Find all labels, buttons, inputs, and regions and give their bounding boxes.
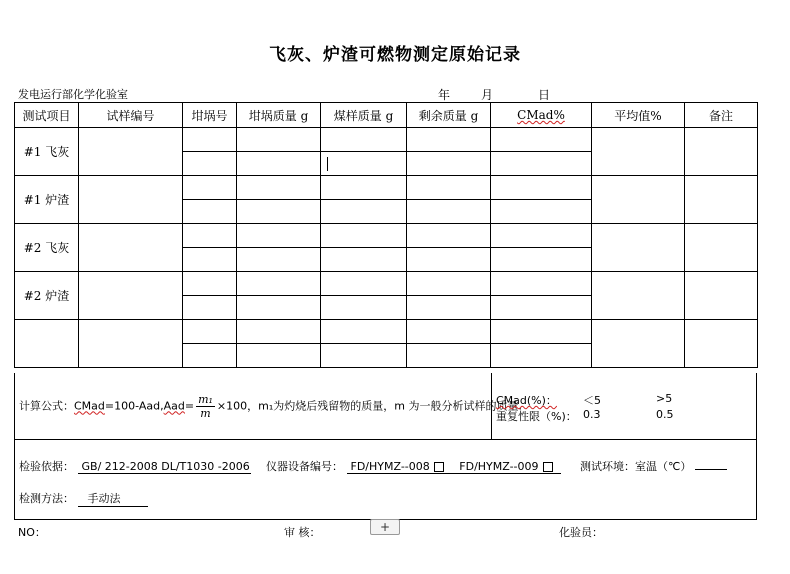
limits-repeat-high: 0.5 [656,408,674,421]
footer-no: NO： [18,526,46,539]
remarks-cell[interactable] [685,176,758,224]
crucible-no-cell[interactable] [183,128,237,152]
page-title: 飞灰、炉渣可燃物测定原始记录 [269,45,521,65]
env-label: 测试环境：室温（℃） [580,460,692,473]
sample-no-cell[interactable] [79,320,183,368]
coal-mass-cell[interactable] [321,152,407,176]
limits-row-cmad [496,392,673,408]
residual-mass-cell[interactable] [407,248,491,272]
coal-mass-cell[interactable] [321,320,407,344]
method-label: 检测方法： [19,492,74,505]
table-row [15,128,758,152]
method-value[interactable]: 手动法 [78,490,148,507]
average-cell[interactable] [592,320,685,368]
day-label: 日 [538,88,551,102]
crucible-mass-cell[interactable] [237,320,321,344]
coal-mass-cell[interactable] [321,224,407,248]
cmad-cell[interactable] [491,344,592,368]
coal-mass-cell[interactable] [321,176,407,200]
equip-label: 仪器设备编号： [266,460,343,473]
crucible-mass-cell[interactable] [237,176,321,200]
sample-no-cell[interactable] [79,176,183,224]
header-coal-mass: 煤样质量 g [321,103,407,128]
table-row [15,272,758,296]
month-label: 月 [481,88,494,102]
limits-cmad-label: CMad(%)： [496,394,557,407]
coal-mass-cell[interactable] [321,272,407,296]
table-header-row [15,103,758,128]
residual-mass-cell[interactable] [407,128,491,152]
sample-no-cell[interactable] [79,224,183,272]
residual-mass-cell[interactable] [407,176,491,200]
limits-panel [491,373,757,439]
table-row [15,176,758,200]
header-sample-no: 试样编号 [79,103,183,128]
remarks-cell[interactable] [685,224,758,272]
crucible-no-cell[interactable] [183,320,237,344]
env-value-field[interactable] [695,458,727,470]
remarks-cell[interactable] [685,128,758,176]
formula [19,393,522,420]
formula-row [15,373,756,440]
table-row [15,320,758,344]
basis-row [19,458,727,474]
formula-cmad: CMad [74,399,105,413]
crucible-mass-cell[interactable] [237,248,321,272]
formula-prefix: 计算公式： [19,399,74,413]
sample-no-cell[interactable] [79,272,183,320]
fraction-numerator: m₁ [198,393,213,406]
year-label: 年 [438,88,451,102]
cmad-cell[interactable] [491,248,592,272]
method-row [19,490,148,507]
info-box [14,373,757,520]
crucible-no-cell[interactable] [183,344,237,368]
lab-name: 发电运行部化学化验室 [18,88,128,101]
cmad-cell[interactable] [491,320,592,344]
residual-mass-cell[interactable] [407,200,491,224]
header-test-item: 测试项目 [15,103,79,128]
header-crucible-no: 坩埚号 [183,103,237,128]
limits-row-repeatability [496,408,674,424]
sample-no-cell[interactable] [79,128,183,176]
header-average: 平均值% [592,103,685,128]
coal-mass-cell[interactable] [321,200,407,224]
average-cell[interactable] [592,224,685,272]
crucible-mass-cell[interactable] [237,224,321,248]
group-label: #1 飞灰 [15,128,79,176]
formula-suffix: ×100，m₁为灼烧后残留物的质量，m 为一般分析试样的质量. [216,399,522,413]
residual-mass-cell[interactable] [407,224,491,248]
residual-mass-cell[interactable] [407,152,491,176]
add-button[interactable]: + [370,519,400,535]
footer-tester: 化验员： [559,526,603,539]
cmad-cell[interactable] [491,224,592,248]
residual-mass-cell[interactable] [407,272,491,296]
crucible-mass-cell[interactable] [237,296,321,320]
residual-mass-cell[interactable] [407,344,491,368]
group-label[interactable] [15,320,79,368]
text-cursor [327,157,328,171]
limits-cmad-high: >5 [656,392,673,405]
table-row [15,224,758,248]
formula-aad: Aad [163,399,185,413]
equip-1: FD/HYMZ--008 [350,460,430,473]
crucible-mass-cell[interactable] [237,344,321,368]
cmad-cell[interactable] [491,128,592,152]
header-crucible-mass: 坩埚质量 g [237,103,321,128]
header-remarks: 备注 [685,103,758,128]
cmad-cell[interactable] [491,152,592,176]
limits-cmad-low: ＜5 [583,394,601,407]
coal-mass-cell[interactable] [321,296,407,320]
crucible-mass-cell[interactable] [237,128,321,152]
basis-label: 检验依据： [19,460,74,473]
cmad-cell[interactable] [491,176,592,200]
cmad-cell[interactable] [491,200,592,224]
residual-mass-cell[interactable] [407,296,491,320]
crucible-mass-cell[interactable] [237,152,321,176]
record-table [14,102,758,368]
crucible-no-cell[interactable] [183,248,237,272]
header-residual-mass: 剩余质量 g [407,103,491,128]
remarks-cell[interactable] [685,272,758,320]
formula-eq2: = [184,399,195,413]
fraction-denominator: m [200,407,211,420]
average-cell[interactable] [592,128,685,176]
coal-mass-cell[interactable] [321,344,407,368]
formula-eq-part: =100-Aad, [104,399,164,413]
coal-mass-cell[interactable] [321,248,407,272]
cmad-cell[interactable] [491,272,592,296]
crucible-mass-cell[interactable] [237,200,321,224]
crucible-no-cell[interactable] [183,152,237,176]
limits-repeat-label: 重复性限（%)： [496,410,577,423]
remarks-cell[interactable] [685,320,758,368]
average-cell[interactable] [592,272,685,320]
cmad-cell[interactable] [491,296,592,320]
crucible-no-cell[interactable] [183,176,237,200]
crucible-no-cell[interactable] [183,296,237,320]
limits-repeat-low: 0.3 [583,408,601,421]
crucible-mass-cell[interactable] [237,272,321,296]
footer-review: 审 核： [284,526,321,539]
residual-mass-cell[interactable] [407,320,491,344]
crucible-no-cell[interactable] [183,224,237,248]
coal-mass-cell[interactable] [321,128,407,152]
equip-values [347,460,561,474]
equip-2: FD/HYMZ--009 [459,460,539,473]
basis-standards[interactable]: GB/ 212-2008 DL/T1030 -2006 [78,460,251,474]
group-label: #2 飞灰 [15,224,79,272]
crucible-no-cell[interactable] [183,272,237,296]
header-cmad: CMad% [491,103,592,128]
crucible-no-cell[interactable] [183,200,237,224]
group-label: #2 炉渣 [15,272,79,320]
average-cell[interactable] [592,176,685,224]
equip-2-checkbox[interactable] [543,462,553,472]
equip-1-checkbox[interactable] [434,462,444,472]
group-label: #1 炉渣 [15,176,79,224]
formula-fraction [196,393,215,420]
